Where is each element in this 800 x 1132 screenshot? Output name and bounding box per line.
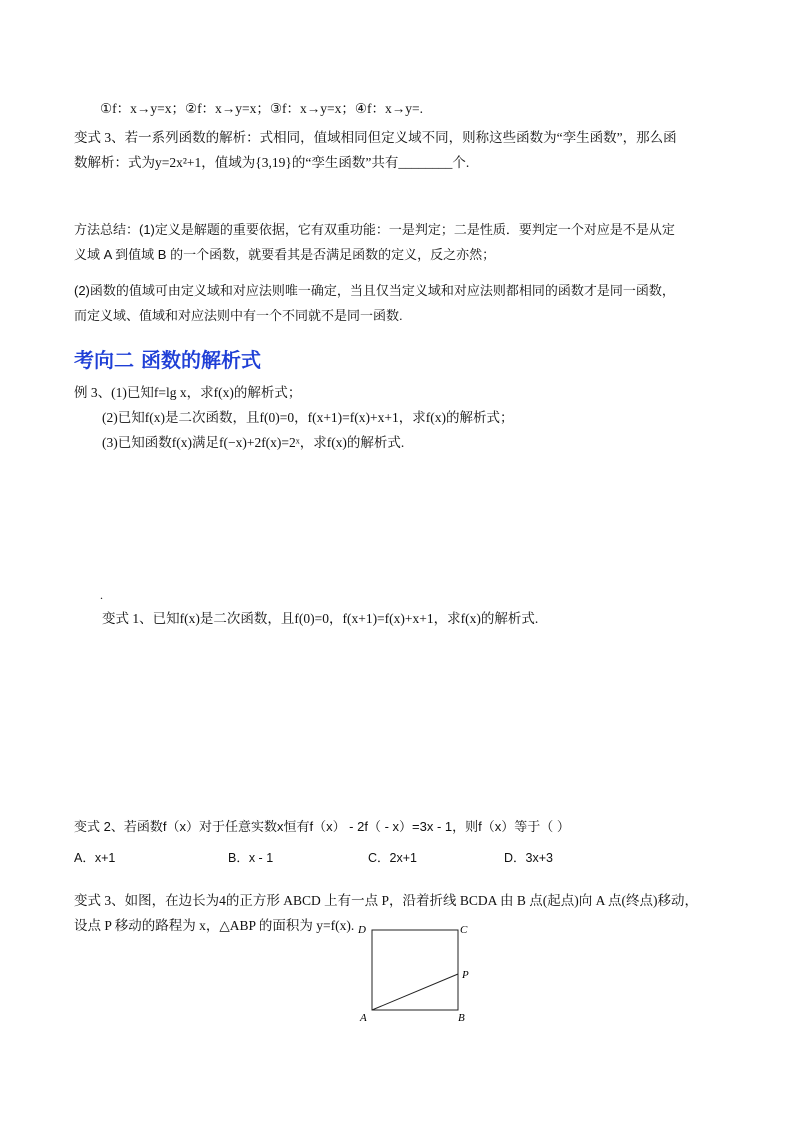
example3-q2: (2)已知f(x)是二次函数，且f(0)=0，f(x+1)=f(x)+x+1，求f(x)的解析式； xyxy=(102,410,514,425)
variant3-square-line2: 设点 P 移动的路程为 x，△ABP 的面积为 y=f(x). xyxy=(74,918,355,933)
variant1-text: 变式 1、已知f(x)是二次函数，且f(0)=0，f(x+1)=f(x)+x+1，求f(x)的解析式. xyxy=(102,611,539,626)
section-title: 考向二 函数的解析式 xyxy=(74,348,261,372)
example3-q1: 例 3、(1)已知f=lg x，求f(x)的解析式； xyxy=(74,385,302,400)
method-summary xyxy=(74,217,734,267)
label-a: A xyxy=(360,1012,367,1024)
variant1 xyxy=(102,606,762,631)
label-b: B xyxy=(458,1012,465,1024)
option-c[interactable]: C．2x+1 xyxy=(368,851,417,865)
variant3-twin-line1: 变式 3、若一系列函数的解析：式相同，值域相同但定义域不同，则称这些函数为“孪生函数”，那么函 xyxy=(74,130,677,145)
summary-p2-line2: 而定义域、值域和对应法则中有一个不同就不是同一函数. xyxy=(74,308,403,323)
label-d: D xyxy=(358,924,366,936)
option-d[interactable]: D．3x+3 xyxy=(504,851,553,865)
summary-p2-line1: (2)函数的值域可由定义域和对应法则唯一确定，当且仅当定义域和对应法则都相同的函数才是同一函数， xyxy=(74,283,675,298)
square-figure xyxy=(352,920,482,1030)
variant3-twin-line2: 数解析：式为y=2x²+1，值域为{3,19}的“孪生函数”共有________个. xyxy=(74,155,470,170)
example3-q3: (3)已知函数f(x)满足f(−x)+2f(x)=2ˣ，求f(x)的解析式. xyxy=(102,435,405,450)
variant3-twin-functions xyxy=(74,125,734,175)
variant2 xyxy=(74,814,734,839)
stray-dot: . xyxy=(100,588,103,602)
summary-p1-line2: 义域 A 到值域 B 的一个函数，就要看其是否满足函数的定义，反之亦然； xyxy=(74,247,496,262)
mapping-options-text: ①f：x→y=x；②f：x→y=x；③f：x→y=x；④f：x→y=. xyxy=(100,101,423,116)
segment-ap xyxy=(372,974,458,1010)
variant2-question: 变式 2、若函数f（x）对于任意实数x恒有f（x） - 2f（ - x）=3x - 1，则f（x）等于（ ） xyxy=(74,819,570,834)
mapping-options-line xyxy=(74,96,734,121)
example3 xyxy=(74,380,734,455)
option-b[interactable]: B．x - 1 xyxy=(228,851,274,865)
square-abcd xyxy=(372,930,458,1010)
label-p: P xyxy=(462,969,469,981)
summary-p1-line1: 方法总结：(1)定义是解题的重要依据，它有双重功能：一是判定；二是性质．要判定一个对应是不是从定 xyxy=(74,222,675,237)
option-a[interactable]: A．x+1 xyxy=(74,851,116,865)
label-c: C xyxy=(460,924,468,936)
method-summary-2 xyxy=(74,278,734,328)
variant3-square-line1: 变式 3、如图，在边长为4的正方形 ABCD 上有一点 P，沿着折线 BCDA 由 B 点(起点)向 A 点(终点)移动， xyxy=(74,893,699,908)
